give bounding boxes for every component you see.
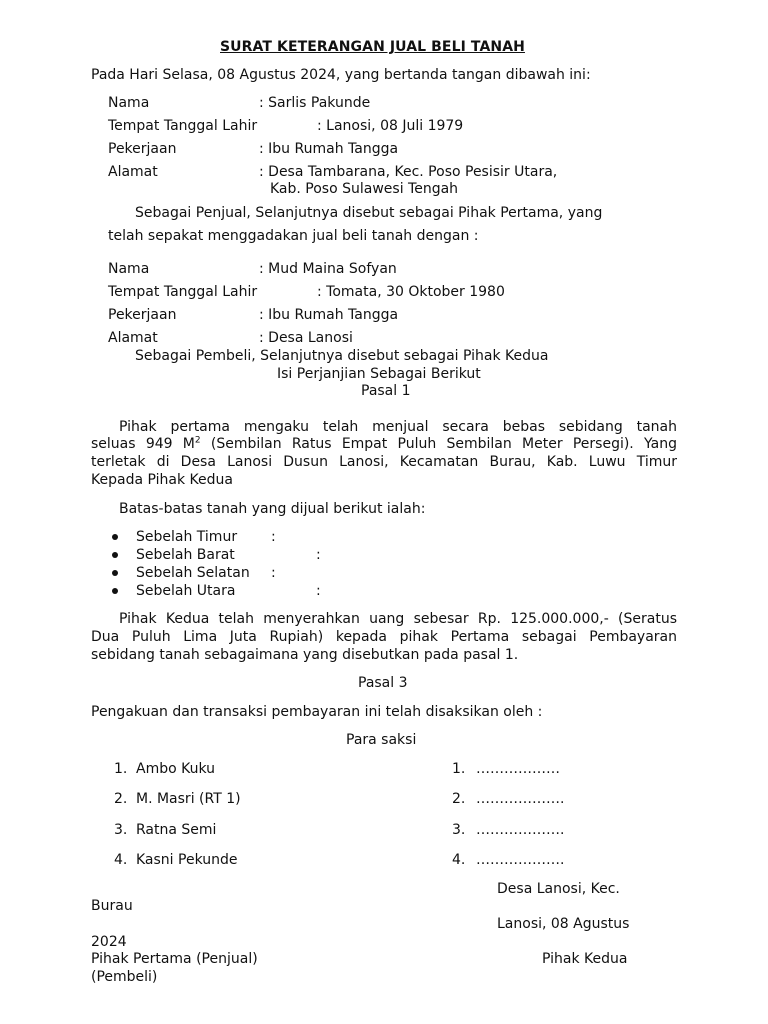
boundary-west-label: Sebelah Barat: [136, 547, 235, 563]
boundary-west-colon: :: [316, 547, 321, 563]
buyer-role-line: Sebagai Pembeli, Selanjutnya disebut sebagai Pihak Kedua: [135, 348, 549, 364]
witness-name: Kasni Pekunde: [136, 852, 238, 868]
pasal1-area-unit-sup: 2: [194, 435, 201, 446]
pasal1-line-4: Kepada Pihak Kedua: [91, 472, 233, 488]
pasal1-heading: Pasal 1: [361, 383, 411, 399]
bullet-icon: [112, 552, 118, 558]
pasal1-area: seluas 949 M: [91, 436, 195, 452]
document-title: SURAT KETERANGAN JUAL BELI TANAH: [220, 39, 525, 55]
seller-agree-line: telah sepakat menggadakan jual beli tanah dengan :: [108, 228, 479, 244]
witness-number: 1.: [114, 761, 128, 777]
witness-sign-line: ………………: [476, 761, 560, 777]
seller-role-line: Sebagai Penjual, Selanjutnya disebut sebagai Pihak Pertama, yang: [135, 205, 603, 221]
witness-number: 4.: [114, 852, 128, 868]
buyer-address-label: Alamat: [108, 330, 158, 346]
closing-date-2: 2024: [91, 934, 127, 950]
pasal1-line-1: Pihak pertama mengaku telah menjual secara bebas sebidang tanah: [119, 419, 677, 435]
pasal3-heading: Pasal 3: [358, 675, 408, 691]
seller-ttl-label: Tempat Tanggal Lahir: [108, 118, 258, 134]
seller-name-value: : Sarlis Pakunde: [259, 95, 371, 111]
boundary-east-colon: :: [271, 529, 276, 545]
witness-sign-number: 1.: [452, 761, 466, 777]
party2-signature-label: Pihak Kedua: [542, 951, 628, 967]
witness-sign-line: ……………….: [476, 822, 565, 838]
witness-sign-number: 4.: [452, 852, 466, 868]
seller-job-label: Pekerjaan: [108, 141, 177, 157]
witness-number: 3.: [114, 822, 128, 838]
seller-address-value-2: Kab. Poso Sulawesi Tengah: [270, 181, 459, 197]
pasal1-line-3: terletak di Desa Lanosi Dusun Lanosi, Kecamatan Burau, Kab. Luwu Timur: [91, 454, 677, 470]
boundary-south-label: Sebelah Selatan: [136, 565, 250, 581]
boundary-south-colon: :: [271, 565, 276, 581]
party1-signature-label: Pihak Pertama (Penjual): [91, 951, 258, 967]
boundary-north-label: Sebelah Utara: [136, 583, 236, 599]
witness-sign-line: ……………….: [476, 791, 565, 807]
buyer-job-label: Pekerjaan: [108, 307, 177, 323]
seller-address-label: Alamat: [108, 164, 158, 180]
seller-job-value: : Ibu Rumah Tangga: [259, 141, 399, 157]
buyer-address-value: : Desa Lanosi: [259, 330, 353, 346]
closing-place-1: Desa Lanosi, Kec.: [497, 881, 620, 897]
seller-address-value-1: : Desa Tambarana, Kec. Poso Pesisir Utara,: [259, 164, 558, 180]
witness-sign-line: ……………….: [476, 852, 565, 868]
witness-sign-number: 2.: [452, 791, 466, 807]
payment-line-3: sebidang tanah sebagaimana yang disebutkan pada pasal 1.: [91, 647, 519, 663]
payment-line-2: Dua Puluh Lima Juta Rupiah) kepada pihak Pertama sebagai Pembayaran: [91, 629, 677, 645]
buyer-ttl-label: Tempat Tanggal Lahir: [108, 284, 258, 300]
party2-role: (Pembeli): [91, 969, 158, 985]
agreement-heading: Isi Perjanjian Sebagai Berikut: [277, 366, 481, 382]
seller-ttl-value: : Lanosi, 08 Juli 1979: [317, 118, 464, 134]
buyer-ttl-value: : Tomata, 30 Oktober 1980: [317, 284, 505, 300]
closing-date-1: Lanosi, 08 Agustus: [497, 916, 630, 932]
witness-sign-number: 3.: [452, 822, 466, 838]
witness-name: Ambo Kuku: [136, 761, 216, 777]
payment-line-1: Pihak Kedua telah menyerahkan uang sebesar Rp. 125.000.000,- (Seratus: [119, 611, 677, 627]
buyer-name-label: Nama: [108, 261, 150, 277]
witness-name: Ratna Semi: [136, 822, 217, 838]
witnesses-heading: Para saksi: [346, 732, 417, 748]
pasal3-text: Pengakuan dan transaksi pembayaran ini telah disaksikan oleh :: [91, 704, 543, 720]
closing-place-2: Burau: [91, 898, 133, 914]
buyer-job-value: : Ibu Rumah Tangga: [259, 307, 399, 323]
pasal1-line-2: [91, 435, 677, 453]
bullet-icon: [112, 588, 118, 594]
bullet-icon: [112, 534, 118, 540]
opening-line: Pada Hari Selasa, 08 Agustus 2024, yang bertanda tangan dibawah ini:: [91, 67, 591, 83]
witness-name: M. Masri (RT 1): [136, 791, 241, 807]
witness-number: 2.: [114, 791, 128, 807]
seller-name-label: Nama: [108, 95, 150, 111]
boundaries-intro: Batas-batas tanah yang dijual berikut ialah:: [119, 501, 426, 517]
bullet-icon: [112, 570, 118, 576]
boundary-east-label: Sebelah Timur: [136, 529, 238, 545]
pasal1-area-description: (Sembilan Ratus Empat Puluh Sembilan Meter Persegi). Yang: [200, 436, 677, 452]
boundary-north-colon: :: [316, 583, 321, 599]
buyer-name-value: : Mud Maina Sofyan: [259, 261, 397, 277]
